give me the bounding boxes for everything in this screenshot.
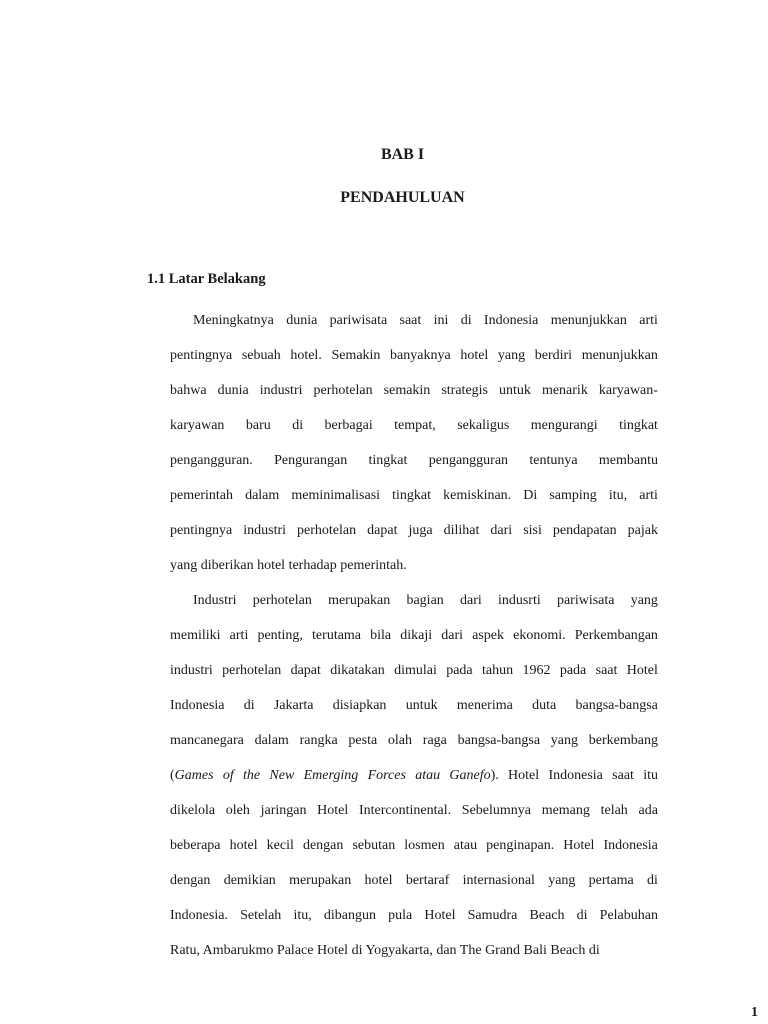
text-line: (Games of the New Emerging Forces atau Ganefo). Hotel Indonesia saat itu	[170, 768, 658, 783]
text-line: yang diberikan hotel terhadap pemerintah.	[170, 558, 407, 573]
text-line: Indonesia di Jakarta disiapkan untuk menerima duta bangsa-bangsa	[170, 698, 658, 713]
chapter-title: PENDAHULUAN	[340, 189, 465, 206]
text-line: dengan demikian merupakan hotel bertaraf internasional yang pertama di	[170, 873, 658, 888]
text-line: pengangguran. Pengurangan tingkat pengangguran tentunya membantu	[170, 453, 658, 468]
text-line: memiliki arti penting, terutama bila dikaji dari aspek ekonomi. Perkembangan	[170, 628, 658, 643]
text-line: dikelola oleh jaringan Hotel Intercontinental. Sebelumnya memang telah ada	[170, 803, 658, 818]
paragraph	[170, 303, 658, 583]
text-line: Indonesia. Setelah itu, dibangun pula Hotel Samudra Beach di Pelabuhan	[170, 908, 658, 923]
body-text	[170, 303, 658, 968]
paragraph	[170, 583, 658, 968]
text-line: karyawan baru di berbagai tempat, sekaligus mengurangi tingkat	[170, 418, 658, 433]
text-line: industri perhotelan dapat dikatakan dimulai pada tahun 1962 pada saat Hotel	[170, 663, 658, 678]
page-number: 1	[751, 1005, 758, 1020]
text-line: bahwa dunia industri perhotelan semakin strategis untuk menarik karyawan-	[170, 383, 658, 398]
text-line: pemerintah dalam meminimalisasi tingkat kemiskinan. Di samping itu, arti	[170, 488, 658, 503]
text-line: mancanegara dalam rangka pesta olah raga bangsa-bangsa yang berkembang	[170, 733, 658, 748]
text-line: Industri perhotelan merupakan bagian dari indusrti pariwisata yang	[193, 593, 658, 608]
text-line: Meningkatnya dunia pariwisata saat ini di Indonesia menunjukkan arti	[193, 313, 658, 328]
text-line: pentingnya industri perhotelan dapat juga dilihat dari sisi pendapatan pajak	[170, 523, 658, 538]
chapter-label: BAB I	[380, 146, 425, 163]
text-line: Ratu, Ambarukmo Palace Hotel di Yogyakarta, dan The Grand Bali Beach di	[170, 943, 600, 958]
section-heading: 1.1 Latar Belakang	[147, 271, 266, 287]
text-line: beberapa hotel kecil dengan sebutan losmen atau penginapan. Hotel Indonesia	[170, 838, 658, 853]
text-line: pentingnya sebuah hotel. Semakin banyaknya hotel yang berdiri menunjukkan	[170, 348, 658, 363]
